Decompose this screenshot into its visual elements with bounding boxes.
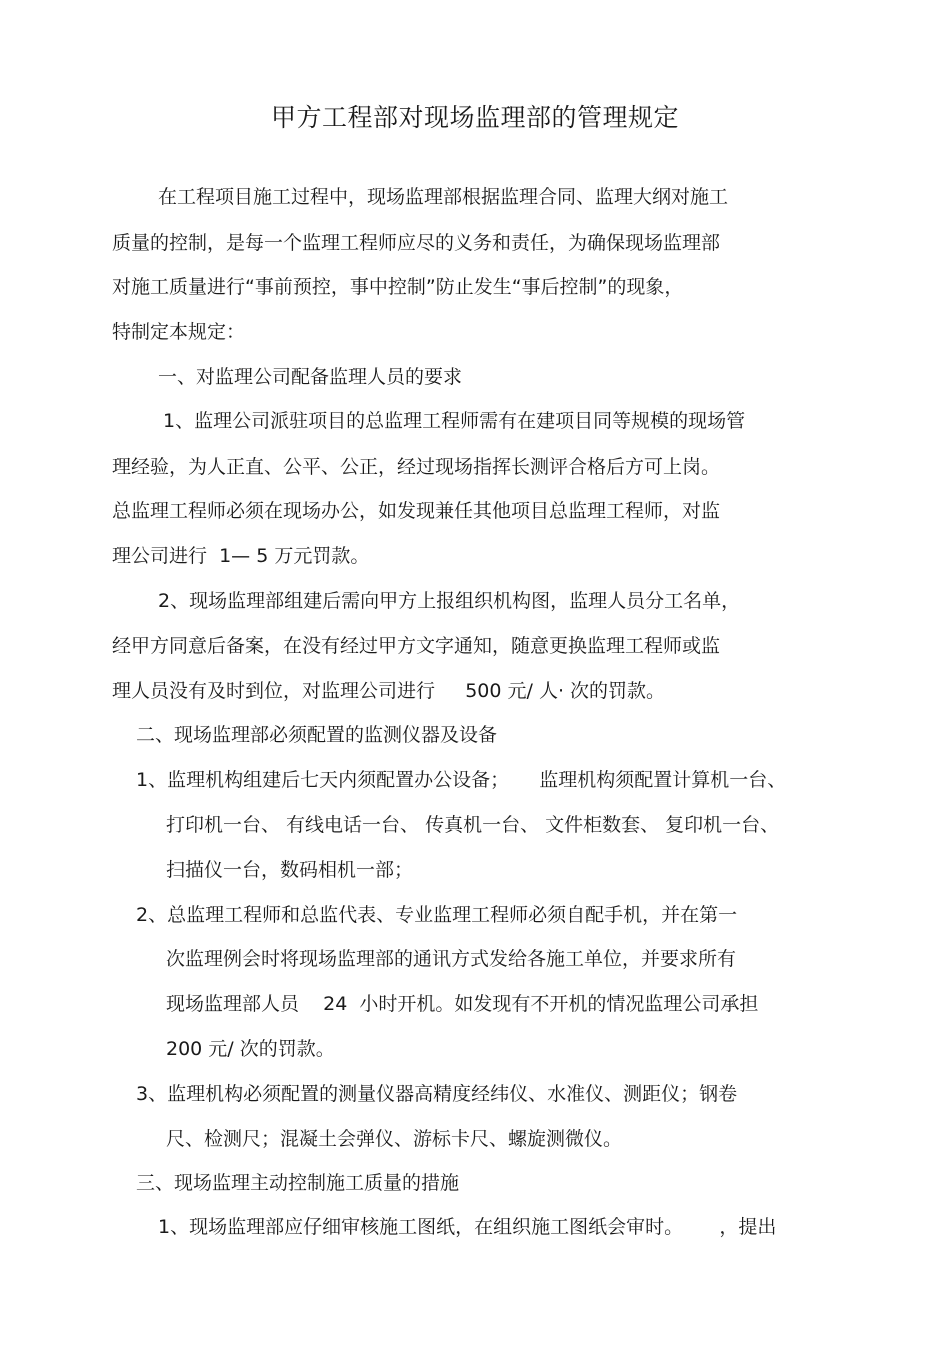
list-item-continuation: 扫描仪一台，数码相机一部；	[166, 859, 414, 881]
paragraph-line: 特制定本规定：	[112, 321, 246, 343]
list-item-continuation: 现场监理部人员 24 小时开机。如发现有不开机的情况监理公司承担	[166, 993, 759, 1015]
paragraph-line: 质量的控制，是每一个监理工程师应尽的义务和责任，为确保现场监理部	[112, 232, 721, 254]
section-heading: 二、现场监理部必须配置的监测仪器及设备	[136, 724, 498, 746]
paragraph-line: 总监理工程师必须在现场办公，如发现兼任其他项目总监理工程师，对监	[112, 500, 721, 522]
list-item-continuation: 尺、检测尺；混凝土会弹仪、游标卡尺、螺旋测微仪。	[166, 1128, 623, 1150]
list-item-continuation: 200 元/ 次的罚款。	[166, 1038, 335, 1060]
paragraph-line: 1、现场监理部应仔细审核施工图纸，在组织施工图纸会审时。 ，提出	[158, 1216, 777, 1238]
paragraph-line: 在工程项目施工过程中，现场监理部根据监理合同、监理大纲对施工	[158, 186, 729, 208]
list-item: 2、总监理工程师和总监代表、专业监理工程师必须自配手机，并在第一	[136, 904, 738, 926]
paragraph-line: 经甲方同意后备案，在没有经过甲方文字通知，随意更换监理工程师或监	[112, 635, 721, 657]
section-heading: 一、对监理公司配备监理人员的要求	[158, 366, 463, 388]
paragraph-line: 理公司进行 1— 5 万元罚款。	[112, 545, 370, 567]
paragraph-line: 2、现场监理部组建后需向甲方上报组织机构图，监理人员分工名单，	[158, 590, 741, 612]
list-item-continuation: 次监理例会时将现场监理部的通讯方式发给各施工单位，并要求所有	[166, 948, 737, 970]
list-item: 1、监理机构组建后七天内须配置办公设备； 监理机构须配置计算机一台、	[136, 769, 787, 791]
paragraph-line: 1、监理公司派驻项目的总监理工程师需有在建项目同等规模的现场管	[163, 410, 746, 432]
paragraph-line: 理经验，为人正直、公平、公正，经过现场指挥长测评合格后方可上岗。	[112, 456, 721, 478]
section-heading: 三、现场监理主动控制施工质量的措施	[136, 1172, 460, 1194]
paragraph-line: 对施工质量进行“事前预控，事中控制”防止发生“事后控制”的现象，	[112, 276, 684, 298]
list-item: 3、监理机构必须配置的测量仪器高精度经纬仪、水准仪、测距仪；钢卷	[136, 1083, 738, 1105]
paragraph-line: 理人员没有及时到位，对监理公司进行 500 元/ 人· 次的罚款。	[112, 680, 666, 702]
document-title: 甲方工程部对现场监理部的管理规定	[270, 103, 679, 132]
list-item-continuation: 打印机一台、 有线电话一台、 传真机一台、 文件柜数套、 复印机一台、	[166, 814, 780, 836]
